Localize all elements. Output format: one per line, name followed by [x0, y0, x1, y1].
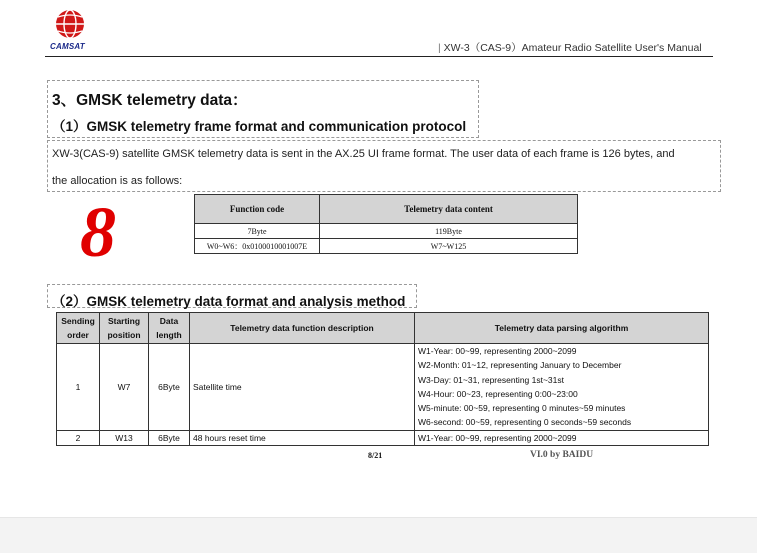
algorithm-line: W5-minute: 00~59, representing 0 minutes~59 minutes [418, 403, 626, 414]
frame-format-table [194, 194, 578, 254]
starting-position-cell: W7 [100, 344, 149, 431]
section-heading: 3、GMSK telemetry data： [52, 92, 248, 109]
logo-text: CAMSAT [50, 42, 85, 51]
header-text: Sending [61, 316, 95, 326]
header-text: length [156, 330, 182, 340]
header-text: order [67, 330, 89, 340]
telemetry-content-value: W7~W125 [320, 239, 578, 254]
data-length-header [149, 313, 190, 344]
function-code-header: Function code [195, 195, 320, 224]
header-text: Starting [107, 316, 141, 326]
manual-title-text: XW-3（CAS-9）Amateur Radio Satellite User's Manual [443, 42, 702, 54]
algorithm-header: Telemetry data parsing algorithm [415, 313, 709, 344]
camsat-logo [50, 8, 90, 54]
algorithm-line: W2-Month: 01~12, representing January to December [418, 360, 622, 371]
paragraph-line-2: the allocation is as follows: [52, 175, 183, 187]
globe-icon [52, 8, 88, 40]
paragraph-line-1: XW-3(CAS-9) satellite GMSK telemetry data is sent in the AX.25 UI frame format. The user data of each frame is 126 bytes, and [52, 148, 675, 160]
header-text: position [107, 330, 141, 340]
description-header: Telemetry data function description [190, 313, 415, 344]
algorithm-line: W4-Hour: 00~23, representing 0:00~23:00 [418, 388, 578, 399]
algorithm-line: W1-Year: 00~99, representing 2000~2099 [418, 432, 577, 443]
data-length-cell: 6Byte [149, 430, 190, 445]
algorithm-line: W6-second: 00~59, representing 0 seconds~59 seconds [418, 417, 632, 428]
header-text: Data [159, 316, 179, 326]
subsection-heading-2: （2）GMSK telemetry data format and analysis method [52, 294, 406, 309]
table-row [195, 224, 578, 239]
table-row [195, 239, 578, 254]
function-code-size: 7Byte [195, 224, 320, 239]
data-length-cell: 6Byte [149, 344, 190, 431]
telemetry-analysis-table [56, 312, 709, 446]
description-cell: 48 hours reset time [190, 430, 415, 445]
table-row [57, 430, 709, 445]
description-cell: Satellite time [190, 344, 415, 431]
header-divider [45, 56, 713, 57]
subsection-heading-1: （1）GMSK telemetry frame format and communication protocol [52, 119, 467, 134]
algorithm-line: W1-Year: 00~99, representing 2000~2099 [418, 346, 577, 356]
algorithm-line: W3-Day: 01~31, representing 1st~31st [418, 374, 564, 385]
viewer-bottom-bar [0, 517, 757, 553]
sending-order-cell: 1 [57, 344, 100, 431]
telemetry-content-header: Telemetry data content [320, 195, 578, 224]
version-footer: VI.0 by BAIDU [530, 450, 594, 460]
page-number: 8/21 [368, 451, 383, 460]
starting-position-header [100, 313, 149, 344]
starting-position-cell: W13 [100, 430, 149, 445]
big-page-number: 8 [80, 192, 116, 272]
title-separator: | [438, 42, 441, 54]
sending-order-header [57, 313, 100, 344]
table-row [57, 344, 709, 431]
table-header-row [57, 313, 709, 344]
function-code-value: W0~W6：0x0100010001007E [195, 239, 320, 254]
manual-title [438, 40, 702, 55]
algorithm-cell [415, 430, 709, 445]
algorithm-cell [415, 344, 709, 431]
sending-order-cell: 2 [57, 430, 100, 445]
telemetry-content-size: 119Byte [320, 224, 578, 239]
table-header-row [195, 195, 578, 224]
